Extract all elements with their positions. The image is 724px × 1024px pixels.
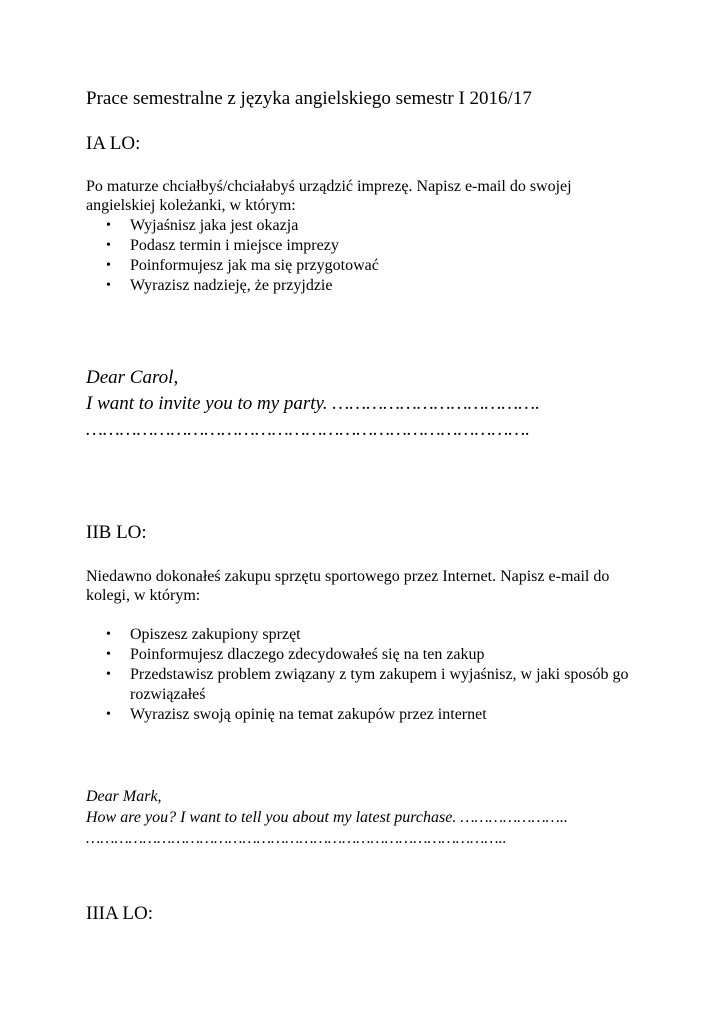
section-heading-iiia-lo: IIIA LO: <box>86 903 154 924</box>
bullet-icon: • <box>106 627 111 642</box>
bullet-list-iib-lo <box>88 625 650 725</box>
list-item: • Poinformujesz jak ma się przygotować <box>106 257 379 274</box>
letter-greeting: Dear Mark, <box>86 788 162 805</box>
letter-ia-lo <box>86 365 540 443</box>
bullet-icon: • <box>106 707 111 722</box>
letter-iib-lo <box>86 786 568 849</box>
bullet-icon: • <box>106 647 111 662</box>
letter-line: …………………………………………………………………………….. <box>86 830 507 847</box>
list-item: • Przedstawisz problem związany z tym zakupem i wyjaśnisz, w jaki sposób go rozwiązałeś <box>106 666 629 703</box>
task-description-ia-lo: Po maturze chciałbyś/chciałabyś urządzić imprezę. Napisz e-mail do swojej angielskiej koleżanki, w którym: <box>86 178 572 214</box>
task-description-iib-lo: Niedawno dokonałeś zakupu sprzętu sportowego przez Internet. Napisz e-mail do kolegi, w którym: <box>86 568 610 604</box>
letter-line: How are you? I want to tell you about my latest purchase. ………………….. <box>86 809 568 826</box>
list-item: • Wyrazisz nadzieję, że przyjdzie <box>106 277 333 294</box>
list-item: • Podasz termin i miejsce imprezy <box>106 237 339 254</box>
letter-line: ……………………………………………………………………. <box>86 419 530 440</box>
list-item: • Opiszesz zakupiony sprzęt <box>106 626 301 643</box>
section-heading-ia-lo: IA LO: <box>86 133 141 154</box>
letter-line: I want to invite you to my party. ………………………………. <box>86 393 540 414</box>
bullet-icon: • <box>106 238 111 253</box>
list-item: • Wyjaśnisz jaka jest okazja <box>106 217 299 234</box>
section-heading-iib-lo: IIB LO: <box>86 522 147 543</box>
bullet-list-ia-lo <box>88 216 379 296</box>
list-item: • Wyrazisz swoją opinię na temat zakupów przez internet <box>106 706 487 723</box>
list-item: • Poinformujesz dlaczego zdecydowałeś się na ten zakup <box>106 646 485 663</box>
bullet-icon: • <box>106 278 111 293</box>
document-title: Prace semestralne z języka angielskiego semestr I 2016/17 <box>86 88 532 109</box>
bullet-icon: • <box>106 218 111 233</box>
letter-greeting: Dear Carol, <box>86 367 179 388</box>
bullet-icon: • <box>106 667 111 682</box>
bullet-icon: • <box>106 258 111 273</box>
